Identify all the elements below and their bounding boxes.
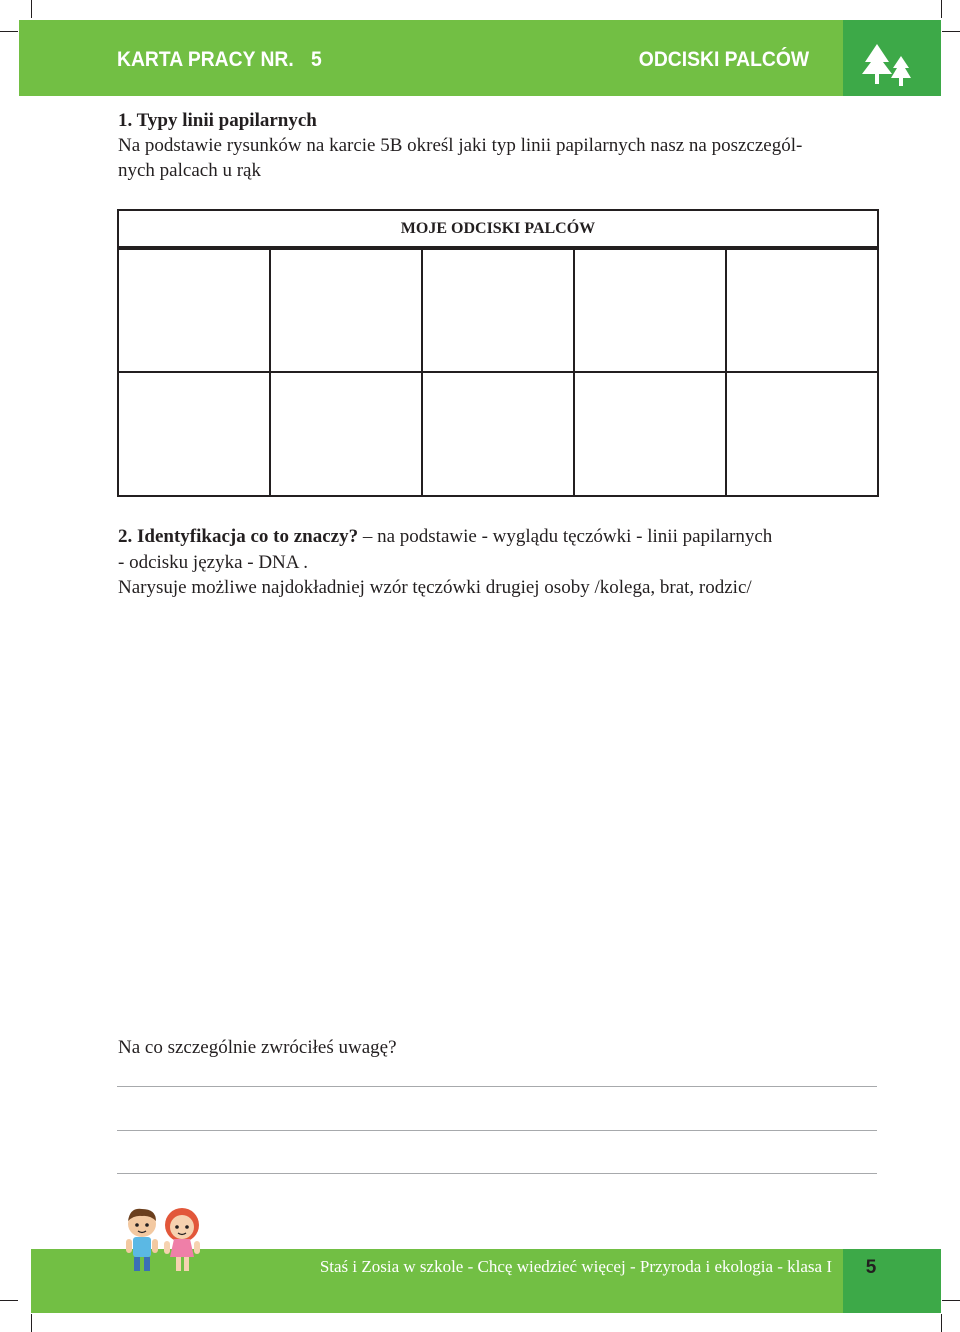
sheet-label: KARTA PRACY NR. — [117, 48, 294, 71]
fingerprint-cell[interactable] — [727, 373, 879, 498]
footer-corner — [843, 1249, 941, 1313]
sheet-topic: ODCISKI PALCÓW — [638, 48, 809, 71]
fingerprint-table-header — [117, 209, 879, 250]
crop-mark — [941, 0, 942, 18]
section2-heading-rest: – na podstawie - wyglądu tęczówki - linii papilarnych — [358, 526, 773, 547]
crop-mark — [941, 1314, 942, 1332]
fingerprint-cell[interactable] — [423, 248, 575, 373]
footer-text: Staś i Zosia w szkole - Chcę wiedzieć więcej - Przyroda i ekologia - klasa I — [319, 1257, 832, 1276]
fingerprint-cell[interactable] — [727, 248, 879, 373]
sheet-number: 5 — [311, 48, 322, 71]
page-number: 5 — [865, 1257, 877, 1278]
trees-icon — [861, 42, 917, 86]
fingerprint-table — [117, 246, 879, 497]
fingerprint-cell[interactable] — [575, 248, 727, 373]
crop-mark — [0, 1300, 18, 1301]
fingerprint-cell[interactable] — [119, 373, 271, 498]
fingerprint-table-title: MOJE ODCISKI PALCÓW — [400, 220, 596, 237]
fingerprint-cell[interactable] — [423, 373, 575, 498]
crop-mark — [31, 1314, 32, 1332]
fingerprint-cell[interactable] — [271, 248, 423, 373]
section2-heading: 2. Identyfikacja co to znaczy? — [118, 526, 359, 547]
drawing-area[interactable] — [117, 610, 877, 1020]
fingerprint-cell[interactable] — [575, 373, 727, 498]
section2-line1 — [118, 525, 772, 549]
crop-mark — [31, 0, 32, 18]
section2-line3: Narysuje możliwe najdokładniej wzór tęczówki drugiej osoby /kolega, brat, rodzic/ — [118, 577, 752, 598]
section2-line2: - odcisku języka - DNA . — [118, 552, 308, 573]
kids-illustration — [120, 1207, 210, 1277]
header-corner — [843, 20, 941, 96]
answer-line[interactable] — [117, 1130, 877, 1131]
fingerprint-cell[interactable] — [119, 248, 271, 373]
header-bar — [19, 20, 843, 96]
section1-heading: 1. Typy linii papilarnych — [118, 110, 317, 131]
crop-mark — [942, 1300, 960, 1301]
question-text: Na co szczególnie zwróciłeś uwagę? — [118, 1037, 397, 1058]
answer-line[interactable] — [117, 1173, 877, 1174]
crop-mark — [0, 31, 18, 32]
crop-mark — [942, 31, 960, 32]
section1-instruction-cont: nych palcach u rąk — [118, 160, 261, 181]
fingerprint-cell[interactable] — [271, 373, 423, 498]
answer-line[interactable] — [117, 1086, 877, 1087]
section1-instruction: Na podstawie rysunków na karcie 5B określ jaki typ linii papilarnych nasz na poszczegól- — [118, 135, 803, 156]
